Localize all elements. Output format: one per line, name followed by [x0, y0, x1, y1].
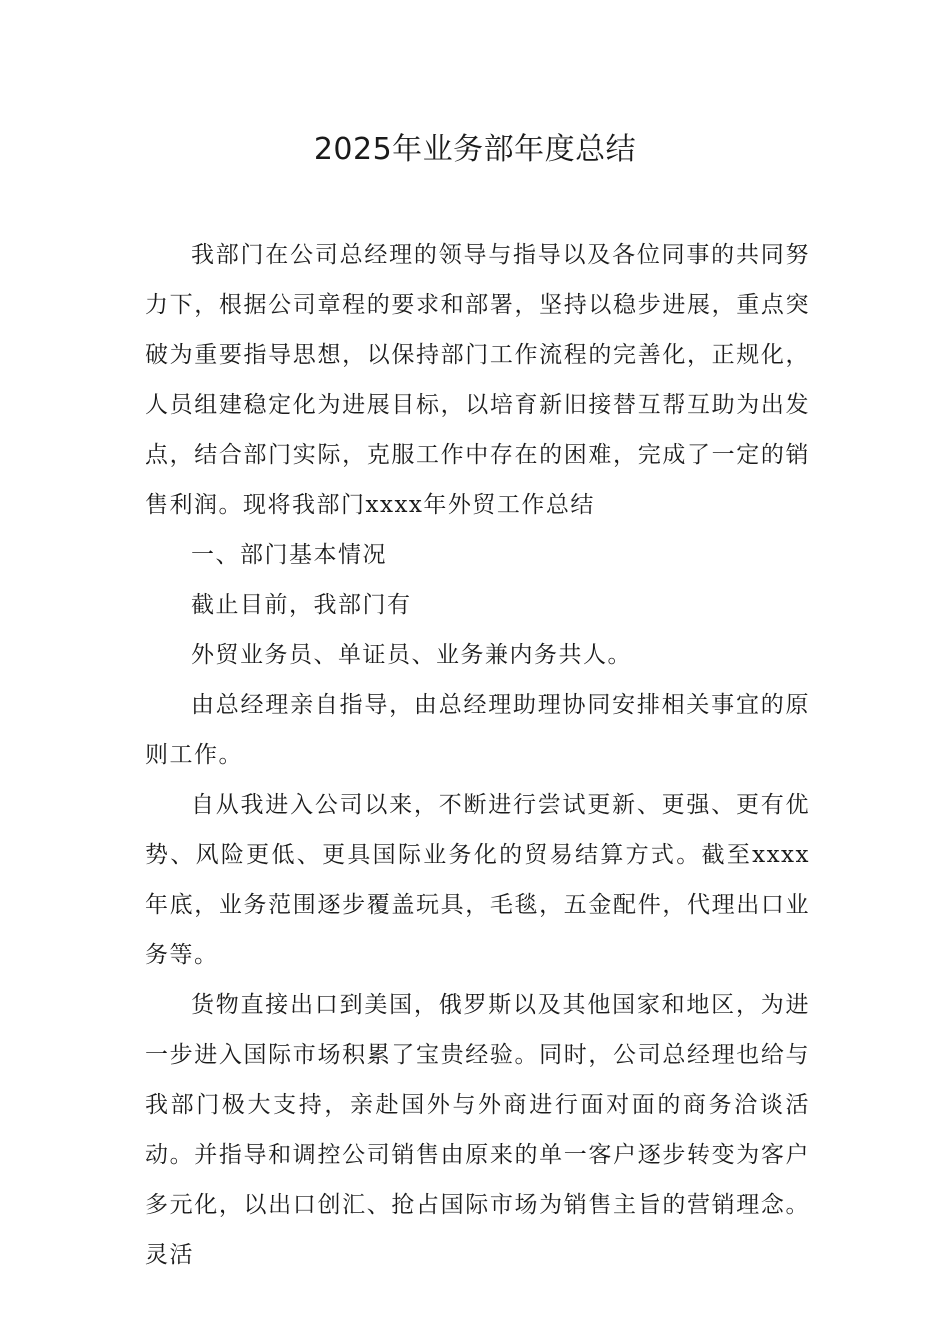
document-title: 2025年业务部年度总结 — [313, 132, 637, 167]
paragraph-staff: 外贸业务员、单证员、业务兼内务共人。 — [191, 642, 632, 668]
paragraph-intro: 我部门在公司总经理的领导与指导以及各位同事的共同努力下，根据公司章程的要求和部署，坚持以稳步进展，重点突破为重要指导思想，以保持部门工作流程的完善化，正规化，人员组建稳定化为进展目标，以培育新旧接替互帮互助为出发点，结合部门实际，克服工作中存在的困难，完成了一定的销售利润。现将我部门xxxx年外贸工作总结 — [145, 242, 810, 518]
paragraph-management: 由总经理亲自指导，由总经理助理协同安排相关事宜的原则工作。 — [145, 692, 810, 768]
section-heading-basic-info: 一、部门基本情况 — [191, 542, 387, 568]
document-body — [145, 230, 810, 1280]
paragraph-business-scope: 自从我进入公司以来，不断进行尝试更新、更强、更有优势、风险更低、更具国际业务化的贸易结算方式。截至xxxx年底，业务范围逐步覆盖玩具，毛毯，五金配件，代理出口业务等。 — [145, 792, 810, 968]
paragraph-as-of-now: 截止目前，我部门有 — [191, 592, 412, 618]
paragraph-export-markets: 货物直接出口到美国，俄罗斯以及其他国家和地区，为进一步进入国际市场积累了宝贵经验。同时，公司总经理也给与我部门极大支持，亲赴国外与外商进行面对面的商务洽谈活动。并指导和调控公司销售由原来的单一客户逐步转变为客户多元化，以出口创汇、抢占国际市场为销售主旨的营销理念。灵活 — [145, 992, 810, 1268]
